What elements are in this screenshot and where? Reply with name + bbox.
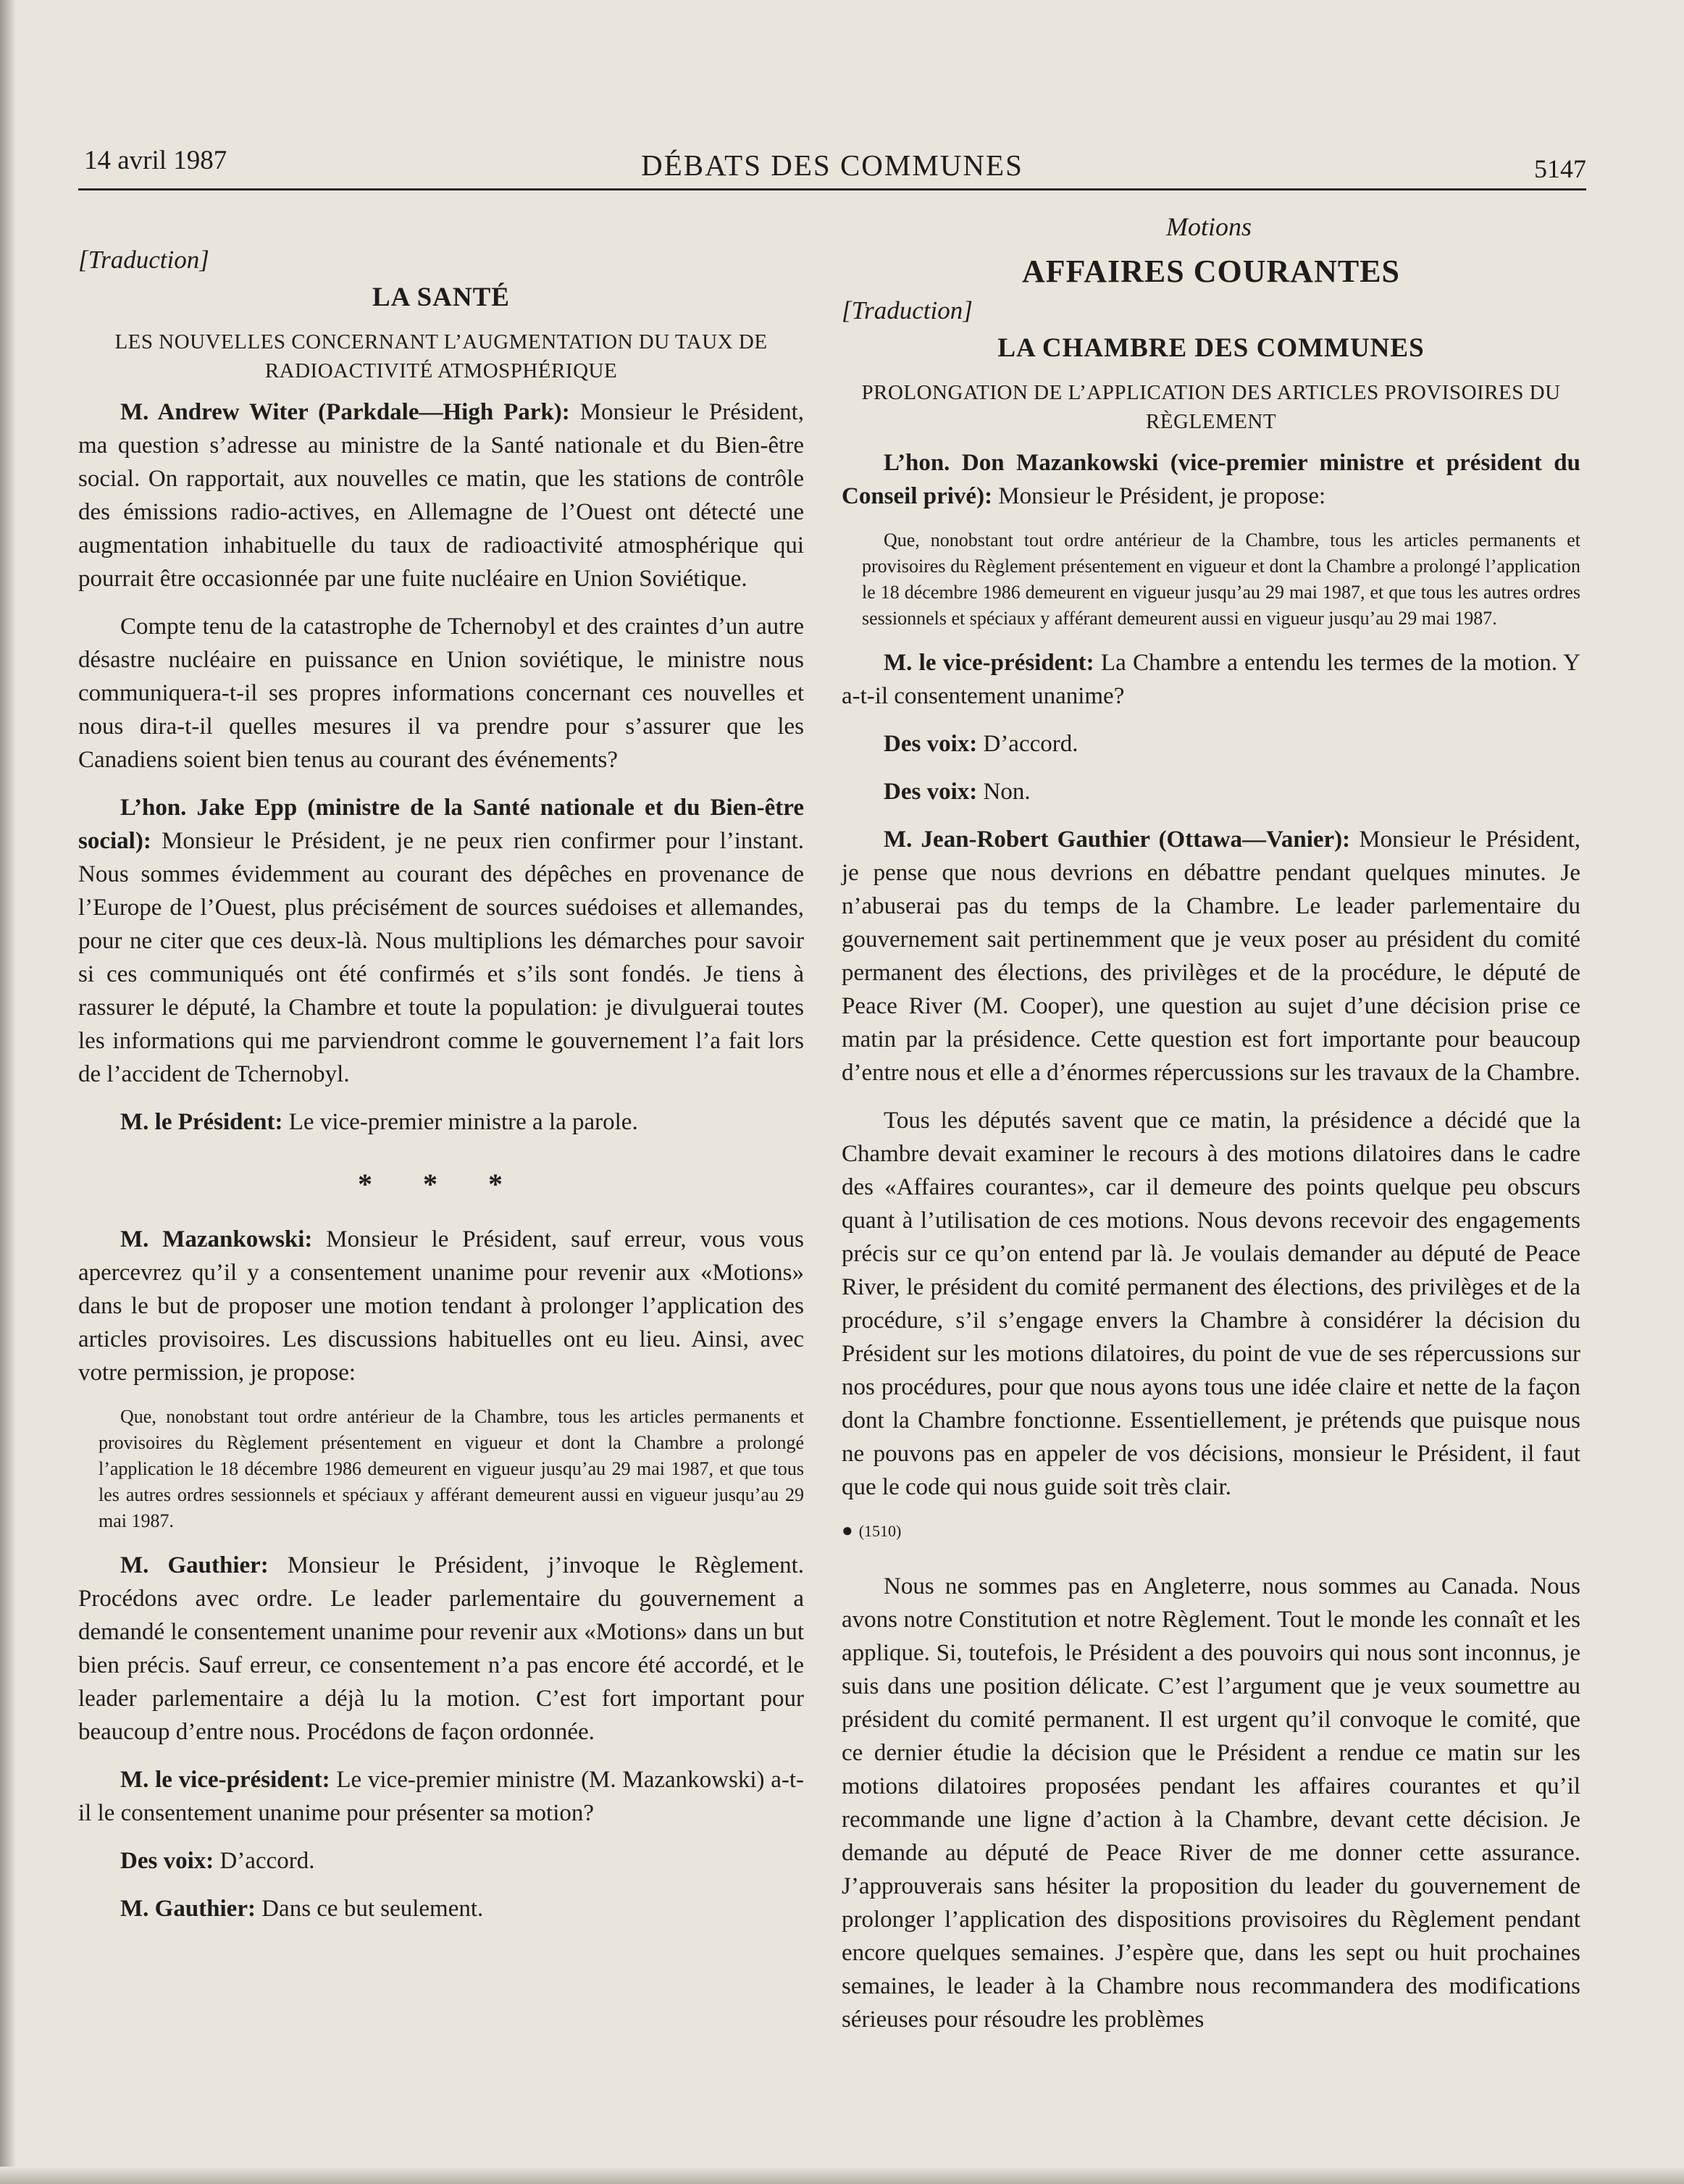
- running-title: Motions: [1166, 212, 1252, 241]
- speech-text: Monsieur le Président, ma question s’adresse au ministre de la Santé nationale et du Bien-être social. On rapportait, aux nouvelles ce matin, que les stations de contrôle des émissions radio-actives, en Allemagne de l’Ouest ont détecté une augmentation inhabituelle du taux de radioactivité atmosphérique qui pourrait être occasionnée par une fuite nucléaire en Union Soviétique.: [78, 399, 804, 592]
- paragraph: [78, 396, 804, 595]
- speech-text: Dans ce but seulement.: [261, 1896, 484, 1922]
- speech-text: La Chambre a entendu les termes de la motion. Y a-t-il consentement unanime?: [842, 650, 1581, 709]
- motion-text: Que, nonobstant tout ordre antérieur de la Chambre, tous les articles permanents et provisoires du Règlement présentement en vigueur et dont la Chambre a prolongé l’application le 18 décembre 1986 demeurent en vigueur jusqu’au 29 mai 1987, et que tous les autres ordres sessionnels et spéciaux y afférant demeurent aussi en vigueur jusqu’au 29 mai 1987.: [99, 1406, 804, 1531]
- section-subheading: LES NOUVELLES CONCERNANT L’AUGMENTATION DU TAUX DE RADIOACTIVITÉ ATMOSPHÉRIQUE: [114, 330, 768, 382]
- speech-text: D’accord.: [219, 1848, 315, 1874]
- paragraph: [78, 1892, 804, 1925]
- speaker: M. Andrew Witer (Parkdale—High Park):: [120, 399, 570, 425]
- paragraph: [842, 727, 1580, 761]
- paragraph: [78, 791, 804, 1091]
- paragraph: [78, 1844, 804, 1878]
- left-column: [78, 243, 804, 1940]
- speech-text: Le vice-premier ministre (M. Mazankowski) a-t-il le consentement unanime pour présenter sa motion?: [78, 1767, 805, 1826]
- paragraph: [842, 1104, 1580, 1504]
- rubric-heading: AFFAIRES COURANTES: [1021, 254, 1401, 289]
- speech-text: Le vice-premier ministre a la parole.: [288, 1109, 638, 1135]
- section-heading: LA CHAMBRE DES COMMUNES: [997, 333, 1425, 363]
- paragraph: [842, 446, 1580, 513]
- speech-text: Monsieur le Président, je propose:: [998, 483, 1326, 509]
- page-header: [78, 145, 1586, 191]
- speaker: Des voix:: [884, 779, 978, 805]
- speaker: M. le vice-président:: [120, 1767, 330, 1793]
- paragraph: [78, 1549, 804, 1749]
- page-binding-shadow: [0, 0, 16, 2184]
- speech-text: Non.: [983, 779, 1031, 805]
- speaker: Des voix:: [120, 1848, 214, 1874]
- speech-text: Nous ne sommes pas en Angleterre, nous sommes au Canada. Nous avons notre Constitution et notre Règlement. Tout le monde les connaît et les applique. Si, toutefois, le Président a des pouvoirs qui nous sont inconnus, je suis dans une position délicate. C’est l’argument que je veux soumettre au président du comité permanent. Il est urgent qu’il convoque le comité, que ce dernier étudie la décision que le Président a rendue ce matin sur les motions dilatoires proposées pendant les affaires courantes et qu’il recommande une ligne d’action à la Chambre, devant cette décision. Je demande au député de Peace River de me donner cette assurance. J’approuverais sans hésiter la proposition du leader du gouvernement de prolonger l’application des dispositions provisoires du Règlement pendant encore quelques semaines. J’espère que, dans les sept ou huit prochaines semaines, le leader à la Chambre nous recommandera des modifications sérieuses pour résoudre les problèmes: [842, 1573, 1580, 2033]
- paragraph: [78, 1223, 804, 1389]
- speech-text: Monsieur le Président, je ne peux rien confirmer pour l’instant. Nous sommes évidemment au courant des dépêches en provenance de l’Europe de l’Ouest, plus précisément de sources suédoises et allemandes, pour ne citer que ces deux-là. Nous multiplions les démarches pour savoir si ces communiqués ont été confirmés et s’ils sont fondés. Je tiens à rassurer le député, la Chambre et toute la population: je divulguerai toutes les informations qui me parviendront comme le gouvernement l’a fait lors de l’accident de Tchernobyl.: [78, 828, 805, 1087]
- speaker: M. Jean-Robert Gauthier (Ottawa—Vanier):: [884, 827, 1351, 853]
- header-date: 14 avril 1987: [84, 146, 227, 175]
- section-heading: LA SANTÉ: [372, 283, 510, 312]
- motion-text: Que, nonobstant tout ordre antérieur de la Chambre, tous les articles permanents et provisoires du Règlement présentement en vigueur et dont la Chambre a prolongé l’application le 18 décembre 1986 demeurent en vigueur jusqu’au 29 mai 1987, et que tous les autres ordres sessionnels et spéciaux y afférant demeurent aussi en vigueur jusqu’au 29 mai 1987.: [862, 530, 1580, 629]
- speech-text: Tous les députés savent que ce matin, la présidence a décidé que la Chambre devait examiner le recours à des motions dilatoires dans le cadre des «Affaires courantes», car il demeure des points quelque peu obscurs quant à l’utilisation de ces motions. Nous devons recevoir des engagements précis sur ce qu’on entend par là. Je voulais demander au député de Peace River, le président du comité permanent des élections, des privilèges et de la procédure, s’il s’engage envers la Chambre à considérer la décision du Président sur les motions dilatoires, du point de vue de ses répercussions sur nos procédures, pour que nous ayons tous une idée claire et nette de la façon dont la Chambre fonctionne. Essentiellement, je prétends que puisque nous ne pouvons pas en appeler de vos décisions, monsieur le Président, il faut que le code qui nous guide soit très clair.: [842, 1108, 1580, 1500]
- speech-text: Compte tenu de la catastrophe de Tchernobyl et des craintes d’un autre désastre nucléaire en puissance en Union soviétique, le ministre nous communiquera-t-il ses propres informations concernant ces nouvelles et nous dira-t-il quelles mesures il va prendre pour s’assurer que les Canadiens soient bien tenus au courant des événements?: [78, 614, 804, 773]
- page-bottom-shadow: [0, 2167, 1684, 2184]
- speech-text: Monsieur le Président, sauf erreur, vous vous apercevrez qu’il y a consentement unanime pour revenir aux «Motions» dans le but de proposer une motion tendant à prolonger l’application des articles provisoires. Les discussions habituelles ont eu lieu. Ainsi, avec votre permission, je propose:: [78, 1226, 804, 1386]
- time-marker: [842, 1514, 1580, 1548]
- speaker: M. Mazankowski:: [120, 1226, 313, 1252]
- section-separator: * * *: [358, 1168, 524, 1200]
- speaker: L’hon. Jake Epp (ministre de la Santé nationale et du Bien-être social):: [78, 795, 804, 854]
- speaker: M. Gauthier:: [120, 1552, 269, 1578]
- speech-text: D’accord.: [983, 731, 1078, 757]
- paragraph: [842, 1570, 1580, 2036]
- time-marker-text: (1510): [858, 1522, 902, 1540]
- translation-note: [Traduction]: [842, 296, 973, 325]
- paragraph: [78, 1763, 804, 1830]
- paragraph: [78, 610, 804, 777]
- speech-text: Monsieur le Président, j’invoque le Règlement. Procédons avec ordre. Le leader parlementaire du gouvernement a demandé le consentement unanime pour revenir aux «Motions» dans un but bien précis. Sauf erreur, ce consentement n’a pas encore été accordé, et le leader parlementaire a déjà lu la motion. C’est fort important pour beaucoup d’entre nous. Procédons de façon ordonnée.: [78, 1552, 804, 1745]
- speaker: M. Gauthier:: [120, 1896, 256, 1922]
- header-page-number: 5147: [1534, 154, 1586, 183]
- paragraph: [842, 823, 1580, 1089]
- speaker: M. le vice-président:: [884, 650, 1094, 676]
- translation-note: [Traduction]: [78, 246, 209, 274]
- right-column: [842, 243, 1580, 2051]
- speaker: Des voix:: [884, 731, 978, 757]
- header-title: DÉBATS DES COMMUNES: [641, 148, 1023, 182]
- speaker: M. le Président:: [120, 1109, 283, 1135]
- paragraph: [842, 775, 1580, 808]
- speech-text: Monsieur le Président, je pense que nous devrions en débattre pendant quelques minutes. Je n’abuserai pas du temps de la Chambre. Le leader parlementaire du gouvernement sait pertinemment que je veux poser au président du comité permanent des élections, des privilèges et de la procédure, le député de Peace River (M. Cooper), une question au sujet d’une décision prise ce matin par la présidence. Cette question est fort importante pour beaucoup d’entre nous et elle a d’énormes répercussions sur les travaux de la Chambre.: [842, 827, 1581, 1086]
- paragraph: [78, 1105, 804, 1139]
- speaker: L’hon. Don Mazankowski (vice-premier ministre et président du Conseil privé):: [842, 450, 1580, 509]
- bullet-icon: ●: [842, 1520, 853, 1541]
- section-subheading: PROLONGATION DE L’APPLICATION DES ARTICLES PROVISOIRES DU RÈGLEMENT: [861, 381, 1561, 433]
- paragraph: [842, 646, 1580, 713]
